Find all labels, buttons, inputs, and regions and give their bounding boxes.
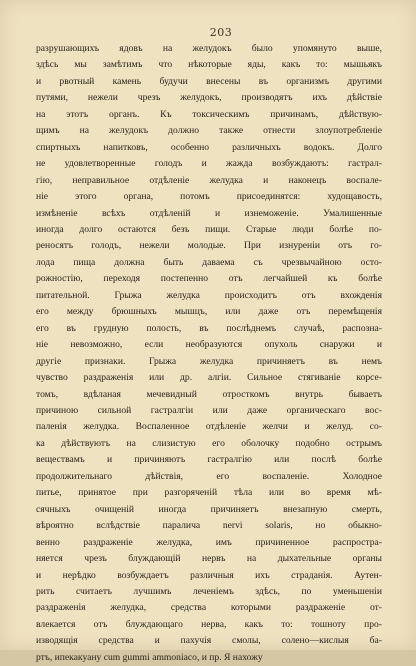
body-text [36,41,382,666]
text-line: ніе этого органа, потомъ присоединятся: худощавость, [36,191,382,203]
text-line: раздраженія желудка, средства которыми раздраженіе от- [36,602,382,614]
text-line: сячныхъ очищеній иногда причиняетъ внезапную смерть, [36,503,382,515]
text-line: иногда долго остаются безъ пищи. Старые люди болѣе по- [36,223,382,235]
text-line: здѣсь мы замѣтимъ что нѣкоторые яды, какъ то: мышьякъ [36,59,382,71]
text-line: и нерѣдко возбуждаетъ различныя ихъ страданія. Аутен- [36,569,382,581]
text-line: изводящія средства и пахучія смолы, солено—кислыя ба- [36,635,382,647]
text-line: ка дѣйствуютъ на слизистую его оболочку подобно острымъ [36,437,382,449]
text-line: на этотъ органъ. Къ токсическимъ причинамъ, дѣйствую- [36,108,382,120]
text-line: продолжительнаго дѣйствія, его воспаленіе. Холодное [36,470,382,482]
text-line: его въ грудную полость, въ послѣднемъ случаѣ, распозна- [36,322,382,334]
text-line: чувство раздраженія или др. алгіи. Сильное стягиваніе корсе- [36,372,382,384]
text-line: его между брюшныхъ мышцъ, или даже отъ перемѣщенія [36,306,382,318]
text-line: рожностію, переходя постепенно отъ легчайшей къ болѣе [36,273,382,285]
text-line: питье, принятое при разгоряченій тѣла или во время мѣ- [36,487,382,499]
text-line: рить считаетъ лучшимъ леченіемъ здѣсь, по уменьшеніи [36,585,382,597]
text-line: венно раздраженіе желудка, имъ причиненное распростра- [36,536,382,548]
text-line: разрушающихъ ядовъ на желудокъ было упомянуто выше, [36,43,382,54]
text-line: лода пища должна быть даваема съ чрезвычайною осто- [36,256,382,268]
text-line: другіе признаки. Грыжа желудка причиняетъ въ немъ [36,355,382,367]
page-number: 203 [209,26,233,39]
text-line: ртъ, ипекакуану cum gummi ammoniaco, и пр. Я нахожу [36,651,263,663]
text-line: не удовлетворенные голодъ и жажда возбуждаютъ: гастрал- [36,158,382,170]
text-line: и рвотный камень будучи внесены въ организмъ другими [36,75,382,87]
text-line: реносятъ голодъ, нежели молодые. При изнуреніи отъ го- [36,240,382,252]
text-line: причиною сильной гастралгіи или даже органическаго вос- [36,404,382,416]
text-line: измѣненіе всѣхъ отдѣленій и изнеможеніе. Умалишенные [36,207,382,219]
text-line: питательной. Грыжа желудка происходитъ отъ вхожденія [36,289,382,301]
text-line: ніе невозможно, если необразуются опухоль снаружи и [36,339,382,351]
text-line: щимъ на желудокъ должно также отнести злоупотребленіе [36,125,382,137]
text-line: веществамъ и причиняютъ гастралгію или послѣ болѣе [36,454,382,466]
text-line: влекается отъ блуждающаго нерва, какъ то: тошноту про- [36,618,382,630]
text-line: томъ, вдѣланая мечевидный отросткомъ внутрь бываетъ [36,388,382,400]
text-line: спиртныхъ напитковъ, особенно различныхъ водокъ. Долго [36,141,382,153]
text-line: гію, неправильное отдѣленіе желудка и наконецъ воспале- [36,174,382,186]
text-line: путями, нежели чрезъ желудокъ, производятъ ихъ дѣйствіе [36,92,382,104]
text-line: паленія желудка. Воспаленное отдѣленіе желчи и желуд. со- [36,421,382,433]
text-line: вѣроятно вслѣдствіе паралича nervi solaris, но обыкно- [36,520,382,532]
text-line: няется чрезъ блуждающій нервъ на дыхательные органы [36,553,382,565]
